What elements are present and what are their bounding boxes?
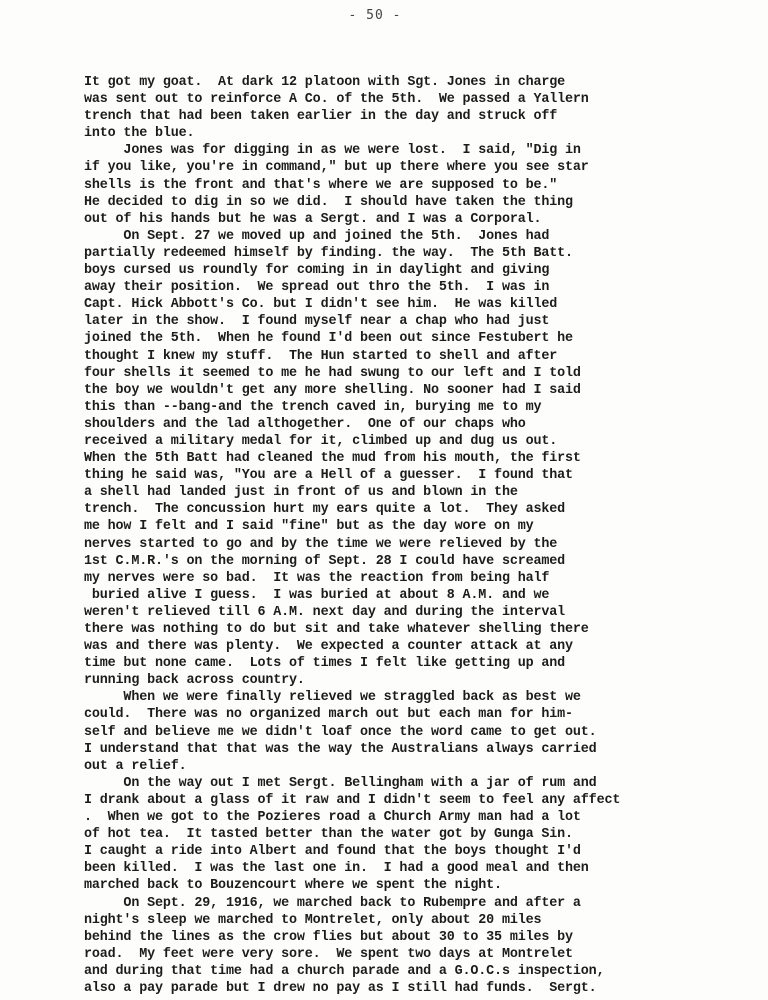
text-line: It got my goat. At dark 12 platoon with Sgt. Jones in charge (84, 75, 566, 90)
text-line: road. My feet were very sore. We spent two days at Montrelet (84, 946, 573, 962)
text-line: there was nothing to do but sit and take whatever shelling there (84, 622, 589, 637)
text-line: nerves started to go and by the time we were relieved by the (84, 536, 558, 552)
text-line: my nerves were so bad. It was the reaction from being half (84, 570, 550, 586)
text-line: thing he said was, "You are a Hell of a guesser. I found that (84, 468, 573, 484)
text-line: if you like, you're in command," but up there where you see star (84, 160, 589, 176)
text-line: could. There was no organized march out but each man for him- (84, 707, 573, 723)
text-line: of hot tea. It tasted better than the water got by Gunga Sin. (84, 827, 573, 843)
text-line: trench. The concussion hurt my ears quite a lot. They asked (84, 502, 566, 518)
text-line: later in the show. I found myself near a chap who had just (84, 314, 550, 330)
text-line: I caught a ride into Albert and found that the boys thought I'd (84, 844, 581, 860)
text-line: thought I knew my stuff. The Hun started to shell and after (84, 348, 558, 364)
text-line: time but none came. Lots of times I felt like getting up and (84, 656, 566, 672)
text-line: On Sept. 29, 1916, we marched back to Rubempre and after a (84, 895, 581, 911)
text-line: marched back to Bouzencourt where we spent the night. (84, 878, 502, 894)
text-line: this than --bang-and the trench caved in, burying me to my (84, 399, 542, 415)
text-line: 1st C.M.R.'s on the morning of Sept. 28 I could have screamed (84, 553, 566, 569)
text-line: been killed. I was the last one in. I had a good meal and then (84, 861, 589, 877)
page-number: - 50 - (348, 8, 402, 23)
text-line: On Sept. 27 we moved up and joined the 5th. Jones had (84, 228, 550, 244)
text-line: out of his hands but he was a Sergt. and I was a Corporal. (84, 211, 542, 227)
text-line: joined the 5th. When he found I'd been out since Festubert he (84, 331, 573, 347)
text-line: night's sleep we marched to Montrelet, only about 20 miles (84, 912, 542, 928)
text-line: also a pay parade but I drew no pay as I still had funds. Sergt. (84, 980, 597, 996)
text-line: was sent out to reinforce A Co. of the 5th. We passed a Yallern (84, 92, 589, 108)
text-line: . When we got to the Pozieres road a Church Army man had a lot (84, 810, 581, 826)
text-line: received a military medal for it, climbed up and dug us out. (84, 433, 558, 449)
text-line: partially redeemed himself by finding. the way. The 5th Batt. (84, 245, 573, 261)
text-line: me how I felt and I said "fine" but as the day wore on my (84, 519, 534, 535)
text-line: He decided to dig in so we did. I should have taken the thing (84, 194, 573, 210)
text-line: running back across country. (84, 673, 305, 689)
text-line: shoulders and the lad althogether. One of our chaps who (84, 416, 526, 432)
text-line: boys cursed us roundly for coming in in daylight and giving (84, 263, 550, 279)
text-line: out a relief. (84, 758, 187, 774)
text-line: was and there was plenty. We expected a counter attack at any (84, 639, 573, 655)
text-line: and during that time had a church parade and a G.O.C.s inspection, (84, 963, 605, 979)
text-line: self and believe me we didn't loaf once the word came to get out. (84, 724, 597, 740)
text-line: When the 5th Batt had cleaned the mud from his mouth, the first (84, 451, 581, 467)
text-line: Jones was for digging in as we were lost. I said, "Dig in (84, 143, 581, 159)
typewritten-text-body (84, 74, 734, 997)
text-line: behind the lines as the crow flies but about 30 to 35 miles by (84, 929, 573, 945)
text-line: trench that had been taken earlier in the day and struck off (84, 109, 558, 125)
text-line: I drank about a glass of it raw and I didn't seem to feel any affect (84, 792, 621, 808)
text-line: When we were finally relieved we straggled back as best we (84, 690, 581, 706)
text-line: weren't relieved till 6 A.M. next day and during the interval (84, 604, 566, 620)
text-line: the boy we wouldn't get any more shelling. No sooner had I said (84, 382, 581, 398)
text-line: Capt. Hick Abbott's Co. but I didn't see him. He was killed (84, 297, 558, 313)
text-line: buried alive I guess. I was buried at about 8 A.M. and we (84, 587, 550, 603)
text-line: four shells it seemed to me he had swung to our left and I told (84, 365, 581, 381)
text-line: into the blue. (84, 126, 195, 142)
text-line: I understand that that was the way the Australians always carried (84, 741, 597, 757)
text-line: a shell had landed just in front of us and blown in the (84, 485, 518, 501)
text-line: On the way out I met Sergt. Bellingham with a jar of rum and (84, 775, 597, 791)
text-line: away their position. We spread out thro the 5th. I was in (84, 280, 550, 296)
text-line: shells is the front and that's where we are supposed to be." (84, 177, 558, 193)
